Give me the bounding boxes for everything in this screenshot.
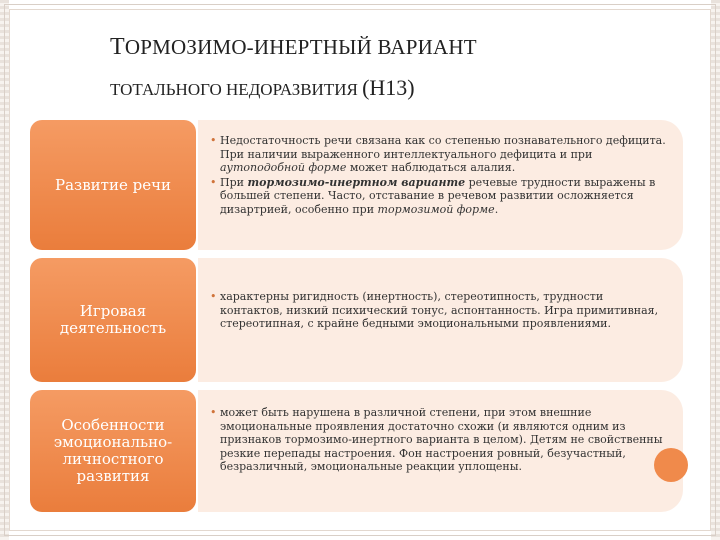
bullet-text: речевые трудности выражены в большей степени. Часто, отставание в речевом развитии осложняется дизартрией, особенно при [220,175,656,216]
bullet-text: При [220,175,248,189]
bullet-text: характерны ригидность (инертность), стереотипность, трудности контактов, низкий психический тонус, аспонтанность. Игра примитивная, стереотипная, с крайне бедными эмоциональными проявлениями. [220,290,659,331]
row-description-box [198,390,683,512]
row-label: Особенности эмоционально-личностного развития [53,416,173,485]
row-label: Игровая деятельность [59,302,167,337]
title-line-1-text: ОРМОЗИМО-ИНЕРТНЫЙ ВАРИАНТ [124,35,477,59]
row-label-box [30,258,196,382]
title-line-2 [110,75,630,101]
row-speech-development [30,120,666,250]
row-description-box [198,120,683,250]
title-line-2-text: ТОТАЛЬНОГО НЕДОРАЗВИТИЯ [110,80,363,99]
title-code: (Н13) [362,75,415,100]
bullet-item [210,176,669,217]
bullet-item [210,134,669,175]
bullet-text: может наблюдаться алалия. [346,161,516,175]
bullet-text: Недостаточность речи связана как со степенью познавательного дефицита. При наличии выраженного интеллектуального дефицита и при [220,134,666,161]
row-label-box [30,390,196,512]
bullet-text: . [494,202,499,216]
bullet-text: может быть нарушена в различной степени, при этом внешние эмоциональные проявления достаточно схожи (и являются одним из признаков тормозимо-инертного варианта в целом). Детям не свойственны резкие перепады настроения. Фон настроения ровный, безучастный, безразличный, эмоциональные реакции уплощены. [220,406,663,474]
decorative-orange-circle [654,448,688,482]
bullet-item [210,290,669,331]
bullet-italic-text: тормозимой форме [377,202,495,216]
row-description-box [198,258,683,382]
row-emotional-personal-development [30,390,663,512]
title-initial-capital: Т [110,34,125,60]
title-line-1 [110,34,630,61]
row-label: Развитие речи [55,175,171,194]
slide-title [110,34,630,101]
bullet-bold-italic-text: тормозимо-инертном варианте [247,175,466,189]
row-label-box [30,120,196,250]
bullet-italic-text: аутоподобной форме [220,161,347,175]
bullet-item [210,406,669,474]
row-play-activity [30,258,660,382]
